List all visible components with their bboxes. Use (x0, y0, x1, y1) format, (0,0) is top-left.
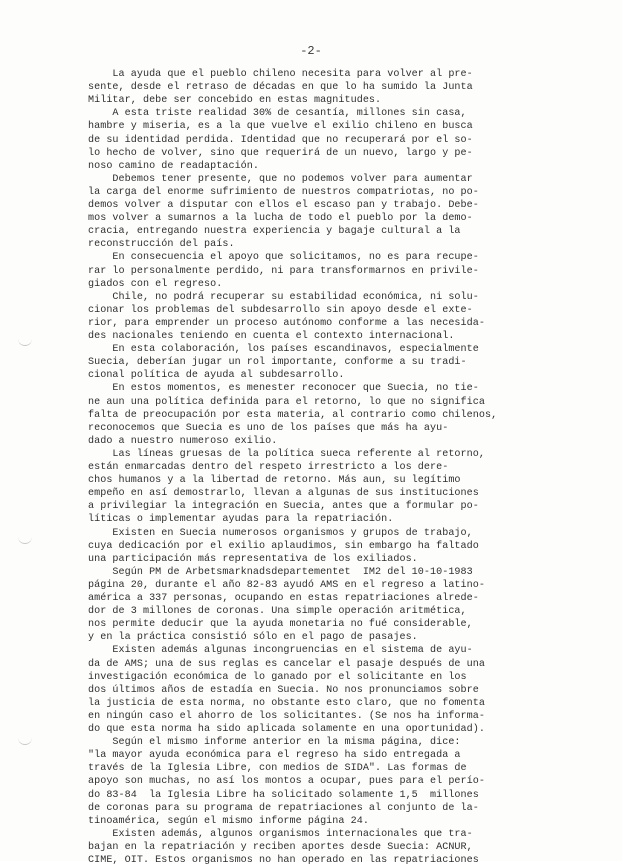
text-line: reconocemos que Suecia es uno de los países que más ha ayu- (88, 422, 449, 434)
text-line: des nacionales teniendo en cuenta el contexto internacional. (88, 331, 455, 342)
text-line: tinoamérica, según el mismo informe página 24. (88, 815, 369, 827)
text-line: A esta triste realidad 30% de cesantía, millones sin casa, (88, 108, 467, 120)
text-line: empeño en así demostrarlo, llevan a algunas de sus instituciones (88, 488, 479, 500)
punch-hole-mark (18, 734, 32, 745)
text-line: En esta colaboración, los países escandinavos, especialmente (88, 344, 479, 356)
text-line: investigación económica de lo ganado por el solicitante en los (88, 671, 467, 683)
text-line: través de la Iglesia Libre, con medios de SIDA". Las formas de (88, 763, 467, 775)
page-number: -2- (300, 44, 322, 58)
text-line: cional política de ayuda al subdesarrollo. (88, 370, 345, 382)
text-line: una participación más representativa de los exiliados. (88, 553, 418, 565)
text-line: noso camino de readaptación. (88, 160, 260, 172)
text-line: do 83-84 la Iglesia Libre ha solicitado solamente 1,5 millones (88, 789, 479, 801)
text-line: reconstrucción del país. (88, 239, 235, 251)
text-line: dor de 3 millones de coronas. Una simple operación aritmética, (88, 606, 467, 618)
text-line: cuya dedicación por el exilio aplaudimos, sin embargo ha faltado (88, 540, 479, 552)
text-line: la justicia de esta norma, no obstante esto claro, que no fomenta (88, 697, 485, 709)
text-line: apoyo son muchas, no así los montos a ocupar, pues para el perío- (88, 776, 485, 788)
text-line: de su identidad perdida. Identidad que no recuperará por el so- (88, 134, 473, 146)
text-line: nos permite deducir que la ayuda monetaria no fué considerable, (88, 619, 473, 631)
text-line: y en la práctica consistió sólo en el pago de pasajes. (88, 632, 418, 644)
text-line: Chile, no podrá recuperar su estabilidad económica, ni solu- (88, 291, 479, 303)
text-line: da de AMS; una de sus reglas es cancelar el pasaje después de una (88, 658, 485, 670)
text-line: do que esta norma ha sido aplicada solamente en una oportunidad). (88, 724, 485, 735)
text-line: bajan en la repatriación y reciben aportes desde Suecia: ACNUR, (88, 841, 473, 853)
text-line: cracia, entregando nuestra experiencia y bagaje cultural a la (88, 226, 461, 238)
text-line: cionar los problemas del subdesarrollo sin apoyo desde el exte- (88, 304, 473, 316)
text-line: lo hecho de volver, sino que requerirá de un nuevo, largo y pe- (88, 147, 473, 159)
text-line: Según el mismo informe anterior en la misma página, dice: (88, 737, 461, 749)
text-line: Militar, debe ser concebido en estas magnitudes. (88, 95, 382, 107)
text-line: dado a nuestro numeroso exilio. (88, 435, 278, 447)
text-line: demos volver a disputar con ellos el escaso pan y trabajo. Debe- (88, 200, 479, 211)
text-line: Suecia, deberían jugar un rol importante, conforme a su tradi- (88, 357, 467, 369)
text-line: falta de preocupación por esta materia, al contrario como chilenos, (88, 409, 498, 421)
text-line: líticas o implementar ayudas para la repatriación. (88, 514, 394, 526)
text-line: están enmarcadas dentro del respeto irrestricto a los dere- (88, 462, 449, 473)
text-line: dos últimos años de estadía en Suecia. No nos pronunciamos sobre (88, 684, 479, 696)
text-line: En consecuencia el apoyo que solicitamos, no es para recupe- (88, 252, 479, 264)
text-line: américa a 337 personas, ocupando en estas repatriaciones alrede- (88, 593, 479, 604)
text-line: hambre y miseria, es a la que vuelve el exilio chileno en busca (88, 121, 473, 133)
text-line: En estos momentos, es menester reconocer que Suecia, no tie- (88, 383, 479, 395)
text-line: chos humanos y a la libertad de retorno. Más aun, su legítimo (88, 475, 461, 487)
text-line: en ningún caso el ahorro de los solicitantes. (Se nos ha informa- (88, 710, 485, 722)
text-line: Existen además, algunos organismos internacionales que tra- (88, 828, 473, 840)
text-line: ne aun una política definida para el retorno, lo que no significa (88, 396, 485, 408)
punch-hole-mark (18, 533, 32, 544)
text-line: página 20, durante el año 82-83 ayudó AMS en el regreso a latino- (88, 579, 485, 591)
text-line: "la mayor ayuda económica para el regreso ha sido entregada a (88, 750, 461, 762)
punch-hole-mark (18, 335, 32, 346)
text-line: la carga del enorme sufrimiento de nuestros compatriotas, no po- (88, 186, 479, 198)
text-line: CIME, OIT. Estos organismos no han operado en las repatriaciones (88, 855, 479, 866)
text-line: mos volver a sumarnos a la lucha de todo el pueblo por la demo- (88, 213, 473, 225)
text-line: sente, desde el retraso de décadas en que lo ha sumido la Junta (88, 82, 473, 94)
text-line: Según PM de Arbetsmarknadsdepartementet IM2 del 10-10-1983 (88, 566, 473, 578)
text-line: Las líneas gruesas de la política sueca referente al retorno, (88, 448, 485, 460)
text-line: de coronas para su programa de repatriaciones al conjunto de la- (88, 802, 479, 814)
text-line: rar lo personalmente perdido, ni para transformarnos en privile- (88, 265, 479, 277)
text-line: Existen además algunas incongruencias en el sistema de ayu- (88, 645, 473, 657)
text-line: a privilegiar la integración en Suecia, antes que a formular po- (88, 501, 479, 513)
text-line: La ayuda que el pueblo chileno necesita para volver al pre- (88, 69, 473, 80)
text-line: giados con el regreso. (88, 278, 223, 290)
text-line: Existen en Suecia numerosos organismos y grupos de trabajo, (88, 527, 473, 539)
text-line: Debemos tener presente, que no podemos volver para aumentar (88, 173, 473, 185)
text-line: rior, para emprender un proceso autónomo conforme a las necesida- (88, 317, 485, 329)
